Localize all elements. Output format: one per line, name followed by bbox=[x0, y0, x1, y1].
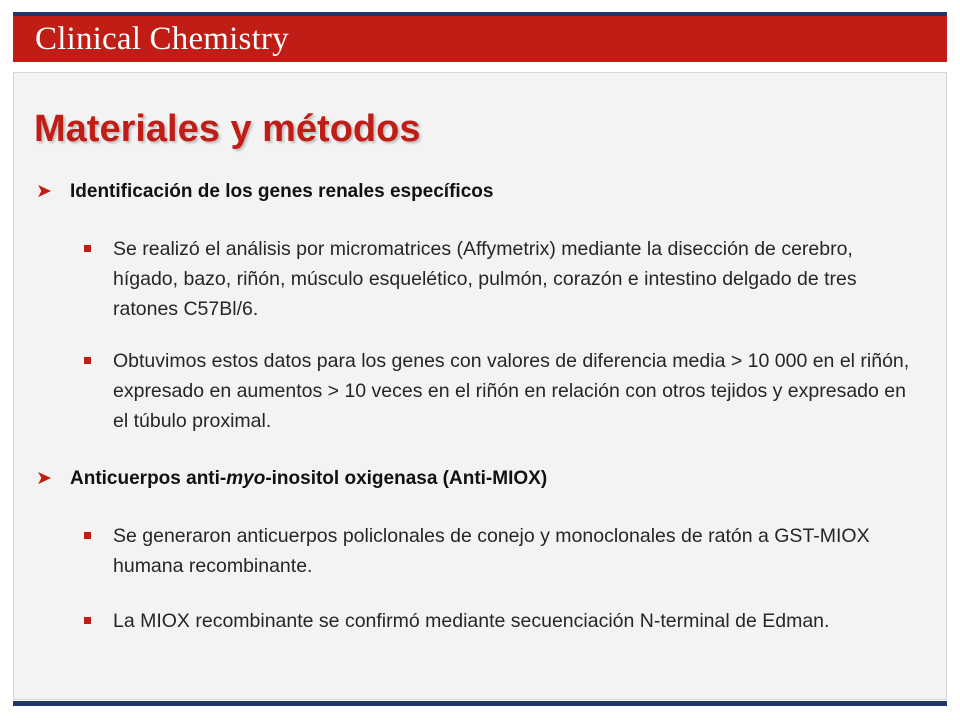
header-bar bbox=[13, 16, 947, 62]
list-item: Se realizó el análisis por micromatrices (Affymetrix) mediante la disección de cerebro, hígado, bazo, riñón, músculo esquelético, pulmón, corazón e intestino delgado de tres ratones C57Bl/6. bbox=[84, 234, 914, 324]
square-bullet-icon bbox=[84, 357, 91, 364]
square-bullet-icon bbox=[84, 245, 91, 252]
section-heading-genes: ➤ Identificación de los genes renales específicos bbox=[36, 181, 494, 202]
arrow-bullet-icon: ➤ bbox=[36, 468, 52, 489]
square-bullet-icon bbox=[84, 532, 91, 539]
section-heading-antibodies: ➤ Anticuerpos anti-myo-inositol oxigenasa (Anti-MIOX) bbox=[36, 468, 548, 489]
slide-title: Materiales y métodos bbox=[34, 108, 421, 150]
square-bullet-icon bbox=[84, 617, 91, 624]
arrow-bullet-icon: ➤ bbox=[36, 181, 52, 202]
list-item: Obtuvimos estos datos para los genes con valores de diferencia media > 10 000 en el riñón, expresado en aumentos > 10 veces en el riñón en relación con otros tejidos y expresado en el túbulo proximal. bbox=[84, 346, 914, 436]
footer-rule bbox=[13, 701, 947, 706]
list-item: Se generaron anticuerpos policlonales de conejo y monoclonales de ratón a GST-MIOX humana recombinante. bbox=[84, 521, 914, 581]
journal-title: Clinical Chemistry bbox=[35, 21, 289, 57]
list-item: La MIOX recombinante se confirmó mediante secuenciación N-terminal de Edman. bbox=[84, 606, 914, 636]
